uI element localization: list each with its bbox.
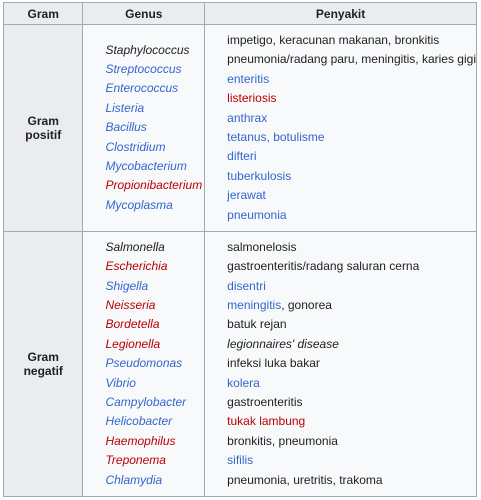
disease-item — [227, 432, 476, 451]
disease-item — [227, 354, 476, 373]
disease-item — [227, 335, 476, 354]
genus-item[interactable]: Vibrio — [105, 375, 136, 390]
genus-item[interactable]: Haemophilus — [105, 433, 176, 448]
disease-link[interactable]: kolera — [227, 375, 260, 390]
disease-link[interactable]: disentri — [227, 278, 266, 293]
disease-item — [227, 128, 476, 147]
bacteria-table — [3, 2, 477, 497]
disease-item — [227, 238, 476, 257]
genus-item[interactable]: Campylobacter — [105, 395, 187, 410]
disease-item — [227, 471, 476, 490]
header-row — [4, 3, 477, 25]
disease-item — [227, 315, 476, 334]
disease-item — [227, 186, 476, 205]
disease-item — [227, 451, 476, 470]
disease-item — [227, 167, 476, 186]
disease-item — [227, 70, 476, 89]
genus-item[interactable]: Bacillus — [105, 120, 147, 135]
disease-link[interactable]: anthrax — [227, 110, 268, 125]
disease-link[interactable]: tetanus, botulisme — [227, 129, 325, 144]
disease-item — [227, 393, 476, 412]
disease-link[interactable]: enteritis — [227, 71, 270, 86]
group-label-gram-positive: Gram positif — [4, 25, 83, 232]
genus-item[interactable]: Helicobacter — [105, 414, 173, 429]
disease-link[interactable]: jerawat — [227, 188, 266, 203]
genus-item: Staphylococcus — [105, 42, 190, 57]
disease-item — [227, 109, 476, 128]
genus-item[interactable]: Clostridium — [105, 139, 166, 154]
disease-item — [227, 89, 476, 108]
disease-text: batuk rejan — [227, 317, 287, 332]
genus-item[interactable]: Listeria — [105, 100, 145, 115]
genus-item[interactable]: Propionibacterium — [105, 178, 203, 193]
disease-item — [227, 412, 476, 431]
disease-text: legionnaires' disease — [227, 336, 339, 351]
genus-item[interactable]: Shigella — [105, 278, 149, 293]
disease-text: gastroenteritis/radang saluran cerna — [227, 259, 420, 274]
genus-list-gram-positive — [83, 25, 205, 232]
genus-list-gram-negative — [83, 231, 205, 496]
disease-text: salmonelosis — [227, 239, 297, 254]
disease-text: bronkitis, pneumonia — [227, 433, 338, 448]
group-row-gram-negative — [4, 231, 477, 496]
disease-text: pneumonia, uretritis, trakoma — [227, 472, 383, 487]
genus-item[interactable]: Bordetella — [105, 317, 160, 332]
disease-list-gram-positive — [205, 25, 477, 232]
disease-link[interactable]: pneumonia — [227, 207, 287, 222]
disease-text: infeksi luka bakar — [227, 356, 320, 371]
genus-item[interactable]: Enterococcus — [105, 81, 179, 96]
disease-item — [227, 147, 476, 166]
genus-item[interactable]: Mycobacterium — [105, 159, 187, 174]
disease-text: pneumonia/radang paru, meningitis, karies gigi — [227, 52, 476, 67]
disease-item — [227, 374, 476, 393]
disease-item — [227, 296, 476, 315]
header-disease: Penyakit — [205, 3, 477, 25]
genus-item[interactable]: Mycoplasma — [105, 197, 173, 212]
genus-item[interactable]: Escherichia — [105, 259, 168, 274]
genus-item: Salmonella — [105, 239, 165, 254]
disease-link[interactable]: sifilis — [227, 453, 254, 468]
disease-text: , gonorea — [281, 298, 332, 313]
disease-link[interactable]: difteri — [227, 149, 257, 164]
genus-item[interactable]: Treponema — [105, 453, 166, 468]
disease-item — [227, 206, 476, 225]
disease-item — [227, 50, 476, 69]
disease-text: gastroenteritis — [227, 395, 303, 410]
header-gram: Gram — [4, 3, 83, 25]
disease-link[interactable]: meningitis — [227, 298, 282, 313]
disease-item — [227, 257, 476, 276]
header-genus: Genus — [83, 3, 205, 25]
disease-link[interactable]: tuberkulosis — [227, 168, 292, 183]
disease-item — [227, 31, 476, 50]
genus-item[interactable]: Legionella — [105, 336, 161, 351]
genus-item[interactable]: Chlamydia — [105, 472, 163, 487]
genus-item[interactable]: Neisseria — [105, 298, 156, 313]
genus-item[interactable]: Streptococcus — [105, 62, 182, 77]
disease-link[interactable]: tukak lambung — [227, 414, 306, 429]
genus-item[interactable]: Pseudomonas — [105, 356, 183, 371]
group-label-gram-negative: Gram negatif — [4, 231, 83, 496]
group-row-gram-positive — [4, 25, 477, 232]
disease-link[interactable]: listeriosis — [227, 91, 277, 106]
disease-list-gram-negative — [205, 231, 477, 496]
disease-item — [227, 277, 476, 296]
disease-text: impetigo, keracunan makanan, bronkitis — [227, 33, 440, 47]
